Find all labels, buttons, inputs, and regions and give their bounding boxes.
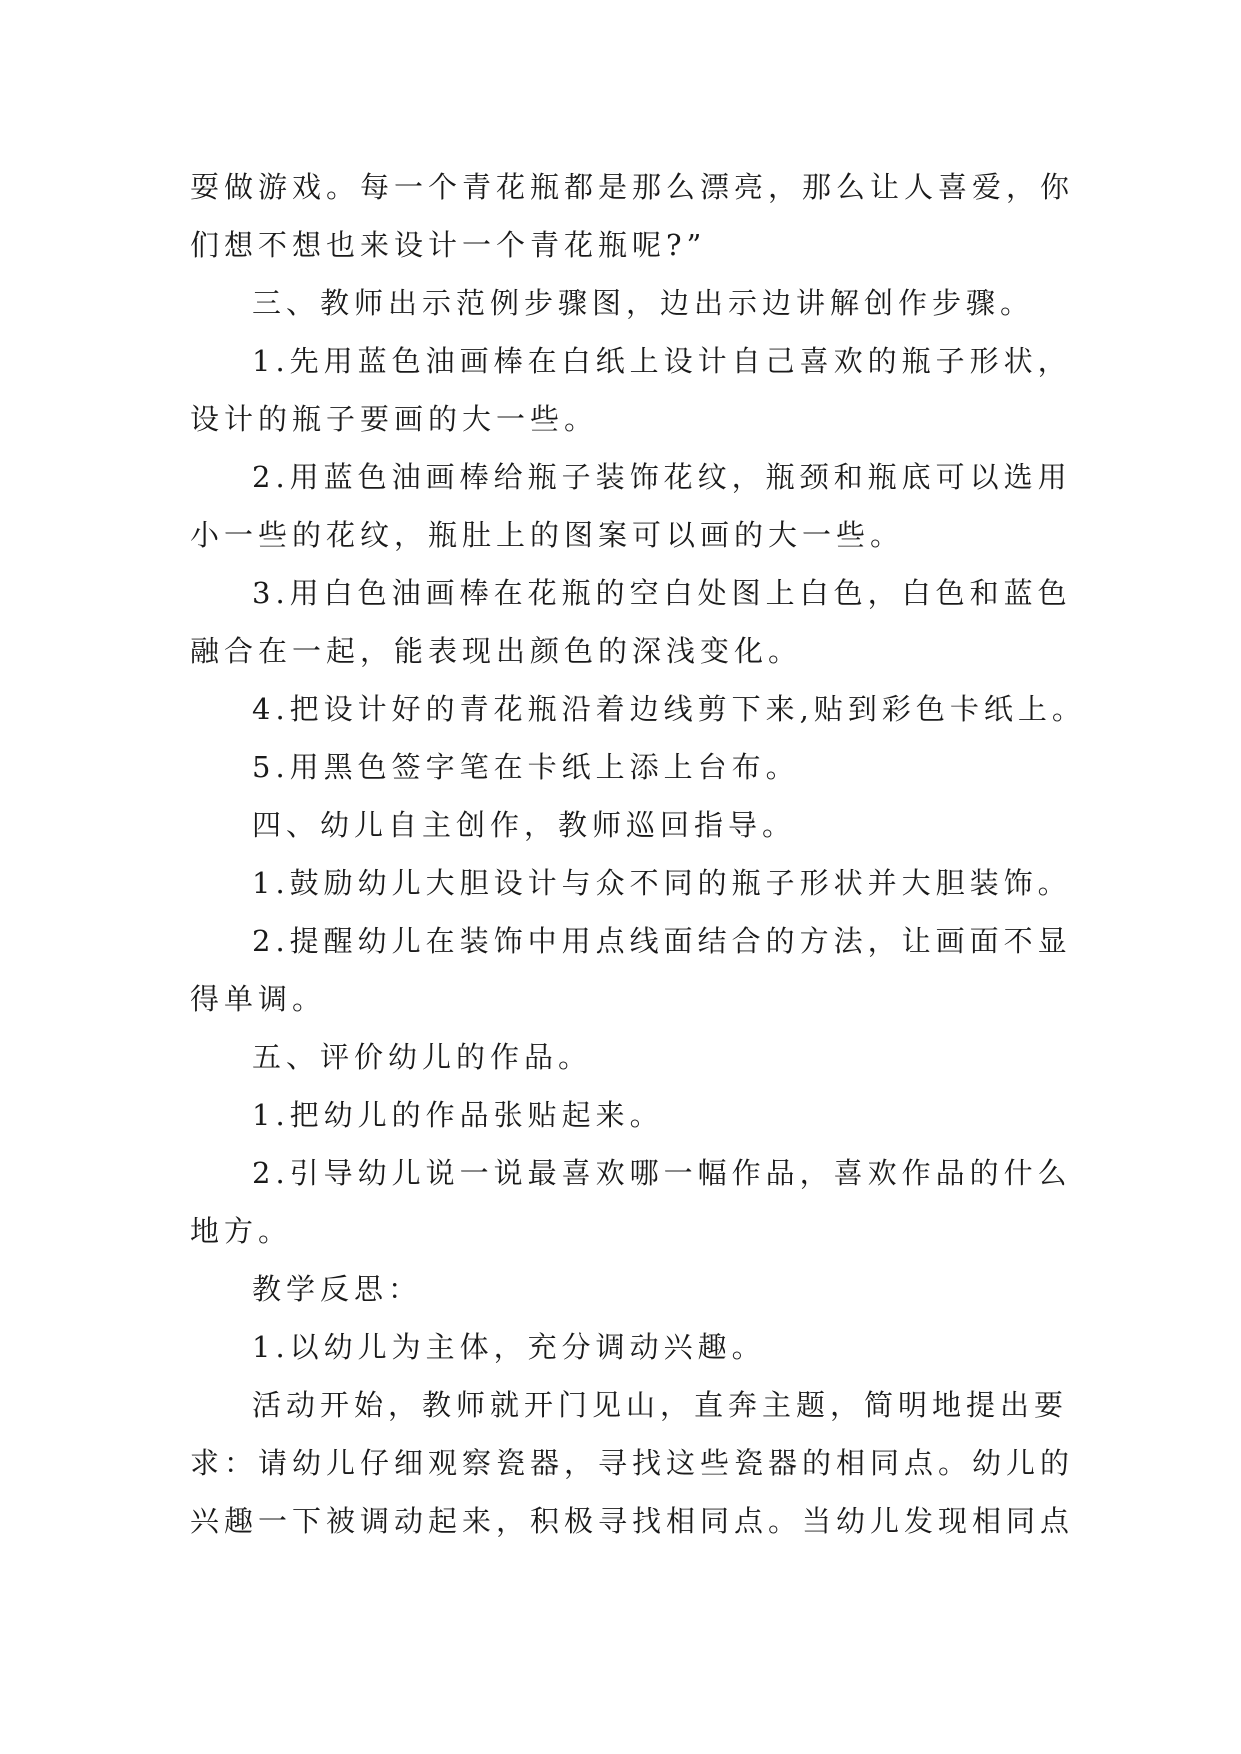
text-line: 3.用白色油画棒在花瓶的空白处图上白色，白色和蓝色: [252, 576, 1072, 610]
text-line: 5.用黑色签字笔在卡纸上添上台布。: [252, 750, 800, 784]
text-line: 1.以幼儿为主体，充分调动兴趣。: [252, 1330, 766, 1364]
text-line: 1.鼓励幼儿大胆设计与众不同的瓶子形状并大胆装饰。: [252, 866, 1072, 900]
body-text: [190, 158, 1086, 1550]
text-line: 1.先用蓝色油画棒在白纸上设计自己喜欢的瓶子形状，: [252, 344, 1072, 378]
text-line: 2.引导幼儿说一说最喜欢哪一幅作品，喜欢作品的什么: [252, 1156, 1072, 1190]
text-line: 融合在一起，能表现出颜色的深浅变化。: [190, 634, 803, 668]
text-line: 1.把幼儿的作品张贴起来。: [252, 1098, 664, 1132]
section-heading: 教学反思：: [252, 1272, 423, 1306]
text-line: 4.把设计好的青花瓶沿着边线剪下来,贴到彩色卡纸上。: [252, 692, 1086, 726]
text-line: 得单调。: [190, 982, 327, 1016]
text-line: 地方。: [190, 1214, 293, 1248]
text-line: 2.用蓝色油画棒给瓶子装饰花纹，瓶颈和瓶底可以选用: [252, 460, 1072, 494]
text-line: 设计的瓶子要画的大一些。: [190, 402, 599, 436]
text-line: 求：请幼儿仔细观察瓷器，寻找这些瓷器的相同点。幼儿的: [190, 1446, 1075, 1480]
text-line: 2.提醒幼儿在装饰中用点线面结合的方法，让画面不显: [252, 924, 1072, 958]
section-heading: 五、评价幼儿的作品。: [252, 1040, 593, 1074]
section-heading: 三、教师出示范例步骤图，边出示边讲解创作步骤。: [252, 286, 1035, 320]
text-line: 耍做游戏。每一个青花瓶都是那么漂亮，那么让人喜爱，你: [190, 170, 1075, 204]
text-line: 们想不想也来设计一个青花瓶呢?”: [190, 228, 707, 262]
text-line: 兴趣一下被调动起来，积极寻找相同点。当幼儿发现相同点: [190, 1504, 1075, 1538]
text-line: 小一些的花纹，瓶肚上的图案可以画的大一些。: [190, 518, 905, 552]
text-line: 活动开始，教师就开门见山，直奔主题，简明地提出要: [252, 1388, 1069, 1422]
section-heading: 四、幼儿自主创作，教师巡回指导。: [252, 808, 797, 842]
